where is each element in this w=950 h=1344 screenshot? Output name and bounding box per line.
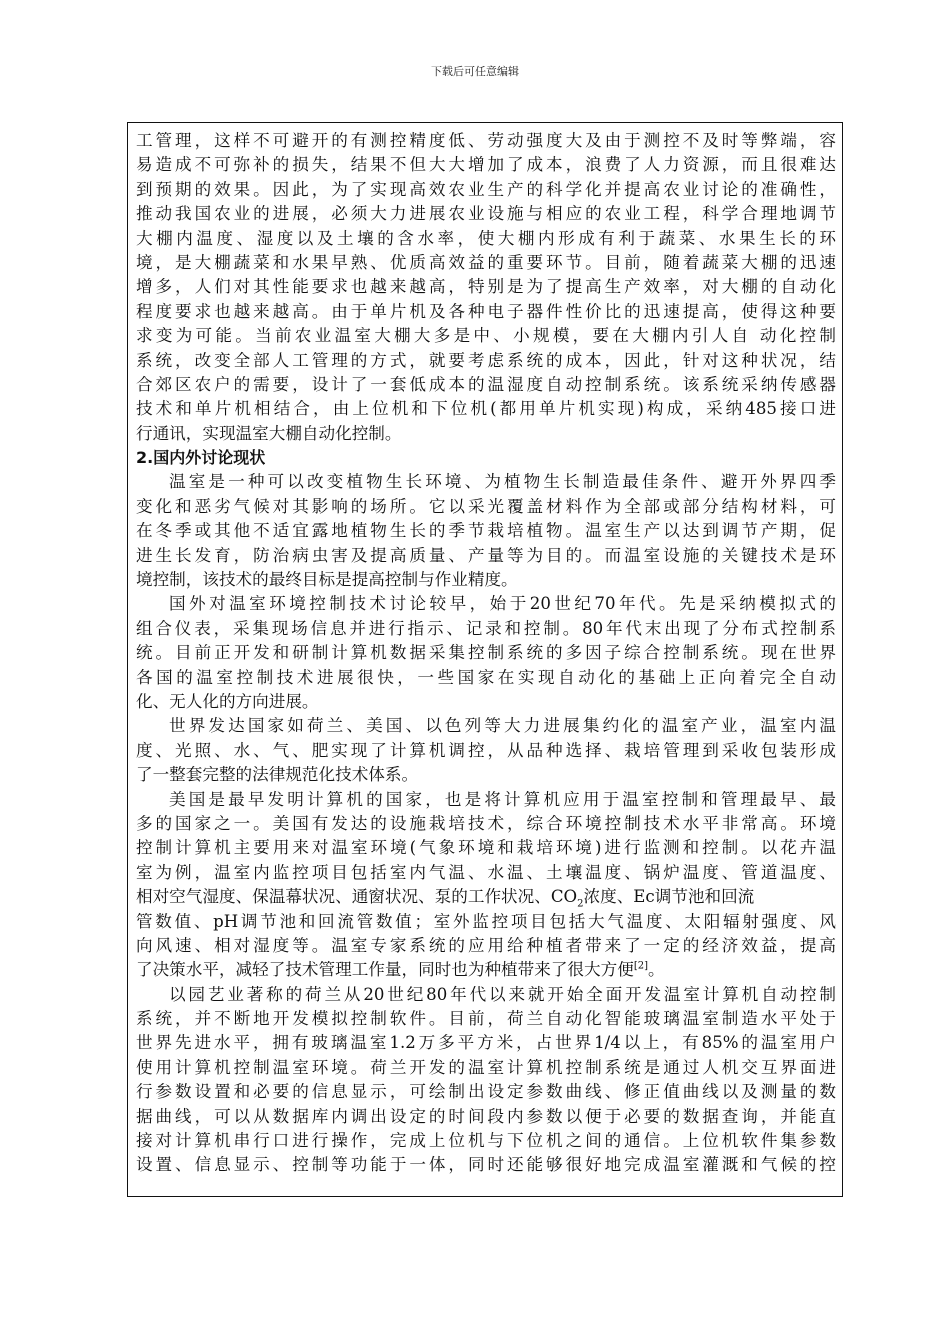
text-line: 控制计算机主要用来对温室环境(气象环境和栽培环境)进行监测和控制。以花卉温 bbox=[136, 838, 836, 858]
text-line: 度、光照、水、气、肥实现了计算机调控，从品种选择、栽培管理到采收包装形成 bbox=[136, 740, 836, 760]
text-line: 行通讯，实现温室大棚自动化控制。 bbox=[136, 423, 402, 443]
text-line: 技术和单片机相结合，由上位机和下位机(都用单片机实现)构成，采纳485接口进 bbox=[136, 399, 836, 419]
paragraph-developed-countries bbox=[136, 714, 836, 787]
text-line-part: 浓度、Ec调节池和回流 bbox=[583, 887, 755, 907]
paragraph-foreign-research bbox=[136, 592, 836, 714]
text-line bbox=[136, 958, 836, 982]
text-frame bbox=[127, 122, 843, 1197]
text-line: 设置、信息显示、控制等功能于一体，同时还能够很好地完成温室灌溉和气候的控 bbox=[136, 1155, 836, 1175]
text-line: 国外对温室环境控制技术讨论较早，始于20世纪70年代。先是采纳模拟式的 bbox=[169, 594, 836, 614]
section-heading: 2.国内外讨论现状 bbox=[136, 448, 266, 468]
text-line: 工管理，这样不可避开的有测控精度低、劳动强度大及由于测控不及时等弊端，容 bbox=[136, 131, 836, 150]
text-line: 系统，并不断地开发模拟控制软件。目前，荷兰自动化智能玻璃温室制造水平处于 bbox=[136, 1009, 836, 1029]
text-line: 使用计算机控制温室环境。荷兰开发的温室计算机控制系统是通过人机交互界面进 bbox=[136, 1057, 836, 1077]
text-line: 合郊区农户的需要，设计了一套低成本的温湿度自动控制系统。该系统采纳传感器 bbox=[136, 374, 836, 394]
paragraph-netherlands bbox=[136, 983, 836, 1178]
text-line: 温室是一种可以改变植物生长环境、为植物生长制造最佳条件、避开外界四季 bbox=[169, 472, 836, 492]
text-line: 进生长发育，防治病虫害及提高质量、产量等为目的。而温室设施的关键技术是环 bbox=[136, 545, 836, 565]
text-line: 到预期的效果。因此，为了实现高效农业生产的科学化并提高农业讨论的准确性， bbox=[136, 179, 836, 199]
text-line: 接对计算机串行口进行操作，完成上位机与下位机之间的通信。上位机软件集参数 bbox=[136, 1131, 836, 1151]
text-line: 系统，改变全部人工管理的方式，就要考虑系统的成本，因此，针对这种状况，结 bbox=[136, 350, 836, 370]
page-header: 下载后可任意编辑 bbox=[431, 65, 519, 78]
text-line: 各国的温室控制技术进展很快，一些国家在实现自动化的基础上正向着完全自动 bbox=[136, 667, 836, 687]
text-line: 境，是大棚蔬菜和水果早熟、优质高效益的重要环节。目前，随着蔬菜大棚的迅速 bbox=[136, 252, 836, 272]
text-line-part: 相对空气湿度、保温幕状况、通窗状况、泵的工作状况、CO bbox=[136, 887, 578, 907]
text-line: 统。目前正开发和研制计算机数据采集控制系统的多因子综合控制系统。现在世界 bbox=[136, 643, 836, 663]
text-line: 向风速、相对湿度等。温室专家系统的应用给种植者带来了一定的经济效益，提高 bbox=[136, 935, 836, 955]
text-line: 变化和恶劣气候对其影响的场所。它以采光覆盖材料作为全部或部分结构材料，可 bbox=[136, 496, 836, 516]
text-line: 程度要求也越来越高。由于单片机及各种电子器件性价比的迅速提高，使得这种要 bbox=[136, 301, 836, 321]
text-line: 行参数设置和必要的信息显示，可绘制出设定参数曲线、修正值曲线以及测量的数 bbox=[136, 1082, 836, 1102]
text-line: 易造成不可弥补的损失，结果不但大大增加了成本，浪费了人力资源，而且很难达 bbox=[136, 155, 836, 175]
paragraph-intro-continuation bbox=[136, 129, 836, 446]
text-line: 了一整套完整的法律规范化技术体系。 bbox=[136, 765, 419, 785]
text-line: 推动我国农业的进展，必须大力进展农业设施与相应的农业工程，科学合理地调节 bbox=[136, 204, 836, 224]
paragraph-usa bbox=[136, 788, 836, 983]
text-line: 境控制，该技术的最终目标是提高控制与作业精度。 bbox=[136, 570, 518, 590]
text-line: 世界发达国家如荷兰、美国、以色列等大力进展集约化的温室产业，温室内温 bbox=[169, 716, 836, 736]
text-line: 世界先进水平，拥有玻璃温室1.2万多平方米，占世界1/4以上，有85%的温室用户 bbox=[136, 1033, 836, 1053]
paragraph-greenhouse-definition bbox=[136, 470, 836, 592]
text-line-part: 了决策水平，减轻了技术管理工作量，同时也为种植带来了很大方便 bbox=[136, 960, 634, 980]
citation: [2] bbox=[633, 960, 648, 972]
text-line: 管数值、pH调节池和回流管数值；室外监控项目包括大气温度、太阳辐射强度、风 bbox=[136, 911, 836, 931]
text-line: 化、无人化的方向进展。 bbox=[136, 691, 319, 711]
text-line-part: 。 bbox=[647, 960, 665, 980]
text-line: 组合仪表，采集现场信息并进行指示、记录和控制。80年代末出现了分布式控制系 bbox=[136, 618, 836, 638]
subscript: 2 bbox=[577, 898, 584, 910]
text-line: 在冬季或其他不适宜露地植物生长的季节栽培植物。温室生产以达到调节产期，促 bbox=[136, 521, 836, 541]
text-line: 增多，人们对其性能要求也越来越高，特别是为了提高生产效率，对大棚的自动化 bbox=[136, 277, 836, 297]
text-line: 据曲线，可以从数据库内调出设定的时间段内参数以便于必要的数据查询，并能直 bbox=[136, 1106, 836, 1126]
text-line: 大棚内温度、湿度以及土壤的含水率，使大棚内形成有利于蔬菜、水果生长的环 bbox=[136, 228, 836, 248]
text-line: 多的国家之一。美国有发达的设施栽培技术，综合环境控制技术水平非常高。环境 bbox=[136, 813, 836, 833]
document-body bbox=[136, 129, 836, 1178]
text-line: 求变为可能。当前农业温室大棚大多是中、小规模，要在大棚内引人自 动化控制 bbox=[136, 326, 836, 346]
text-line: 室为例，温室内监控项目包括室内气温、水温、土壤温度、锅炉温度、管道温度、 bbox=[136, 862, 836, 882]
text-line bbox=[136, 885, 836, 909]
text-line: 以园艺业著称的荷兰从20世纪80年代以来就开始全面开发温室计算机自动控制 bbox=[169, 984, 836, 1004]
text-line: 美国是最早发明计算机的国家，也是将计算机应用于温室控制和管理最早、最 bbox=[169, 789, 836, 809]
